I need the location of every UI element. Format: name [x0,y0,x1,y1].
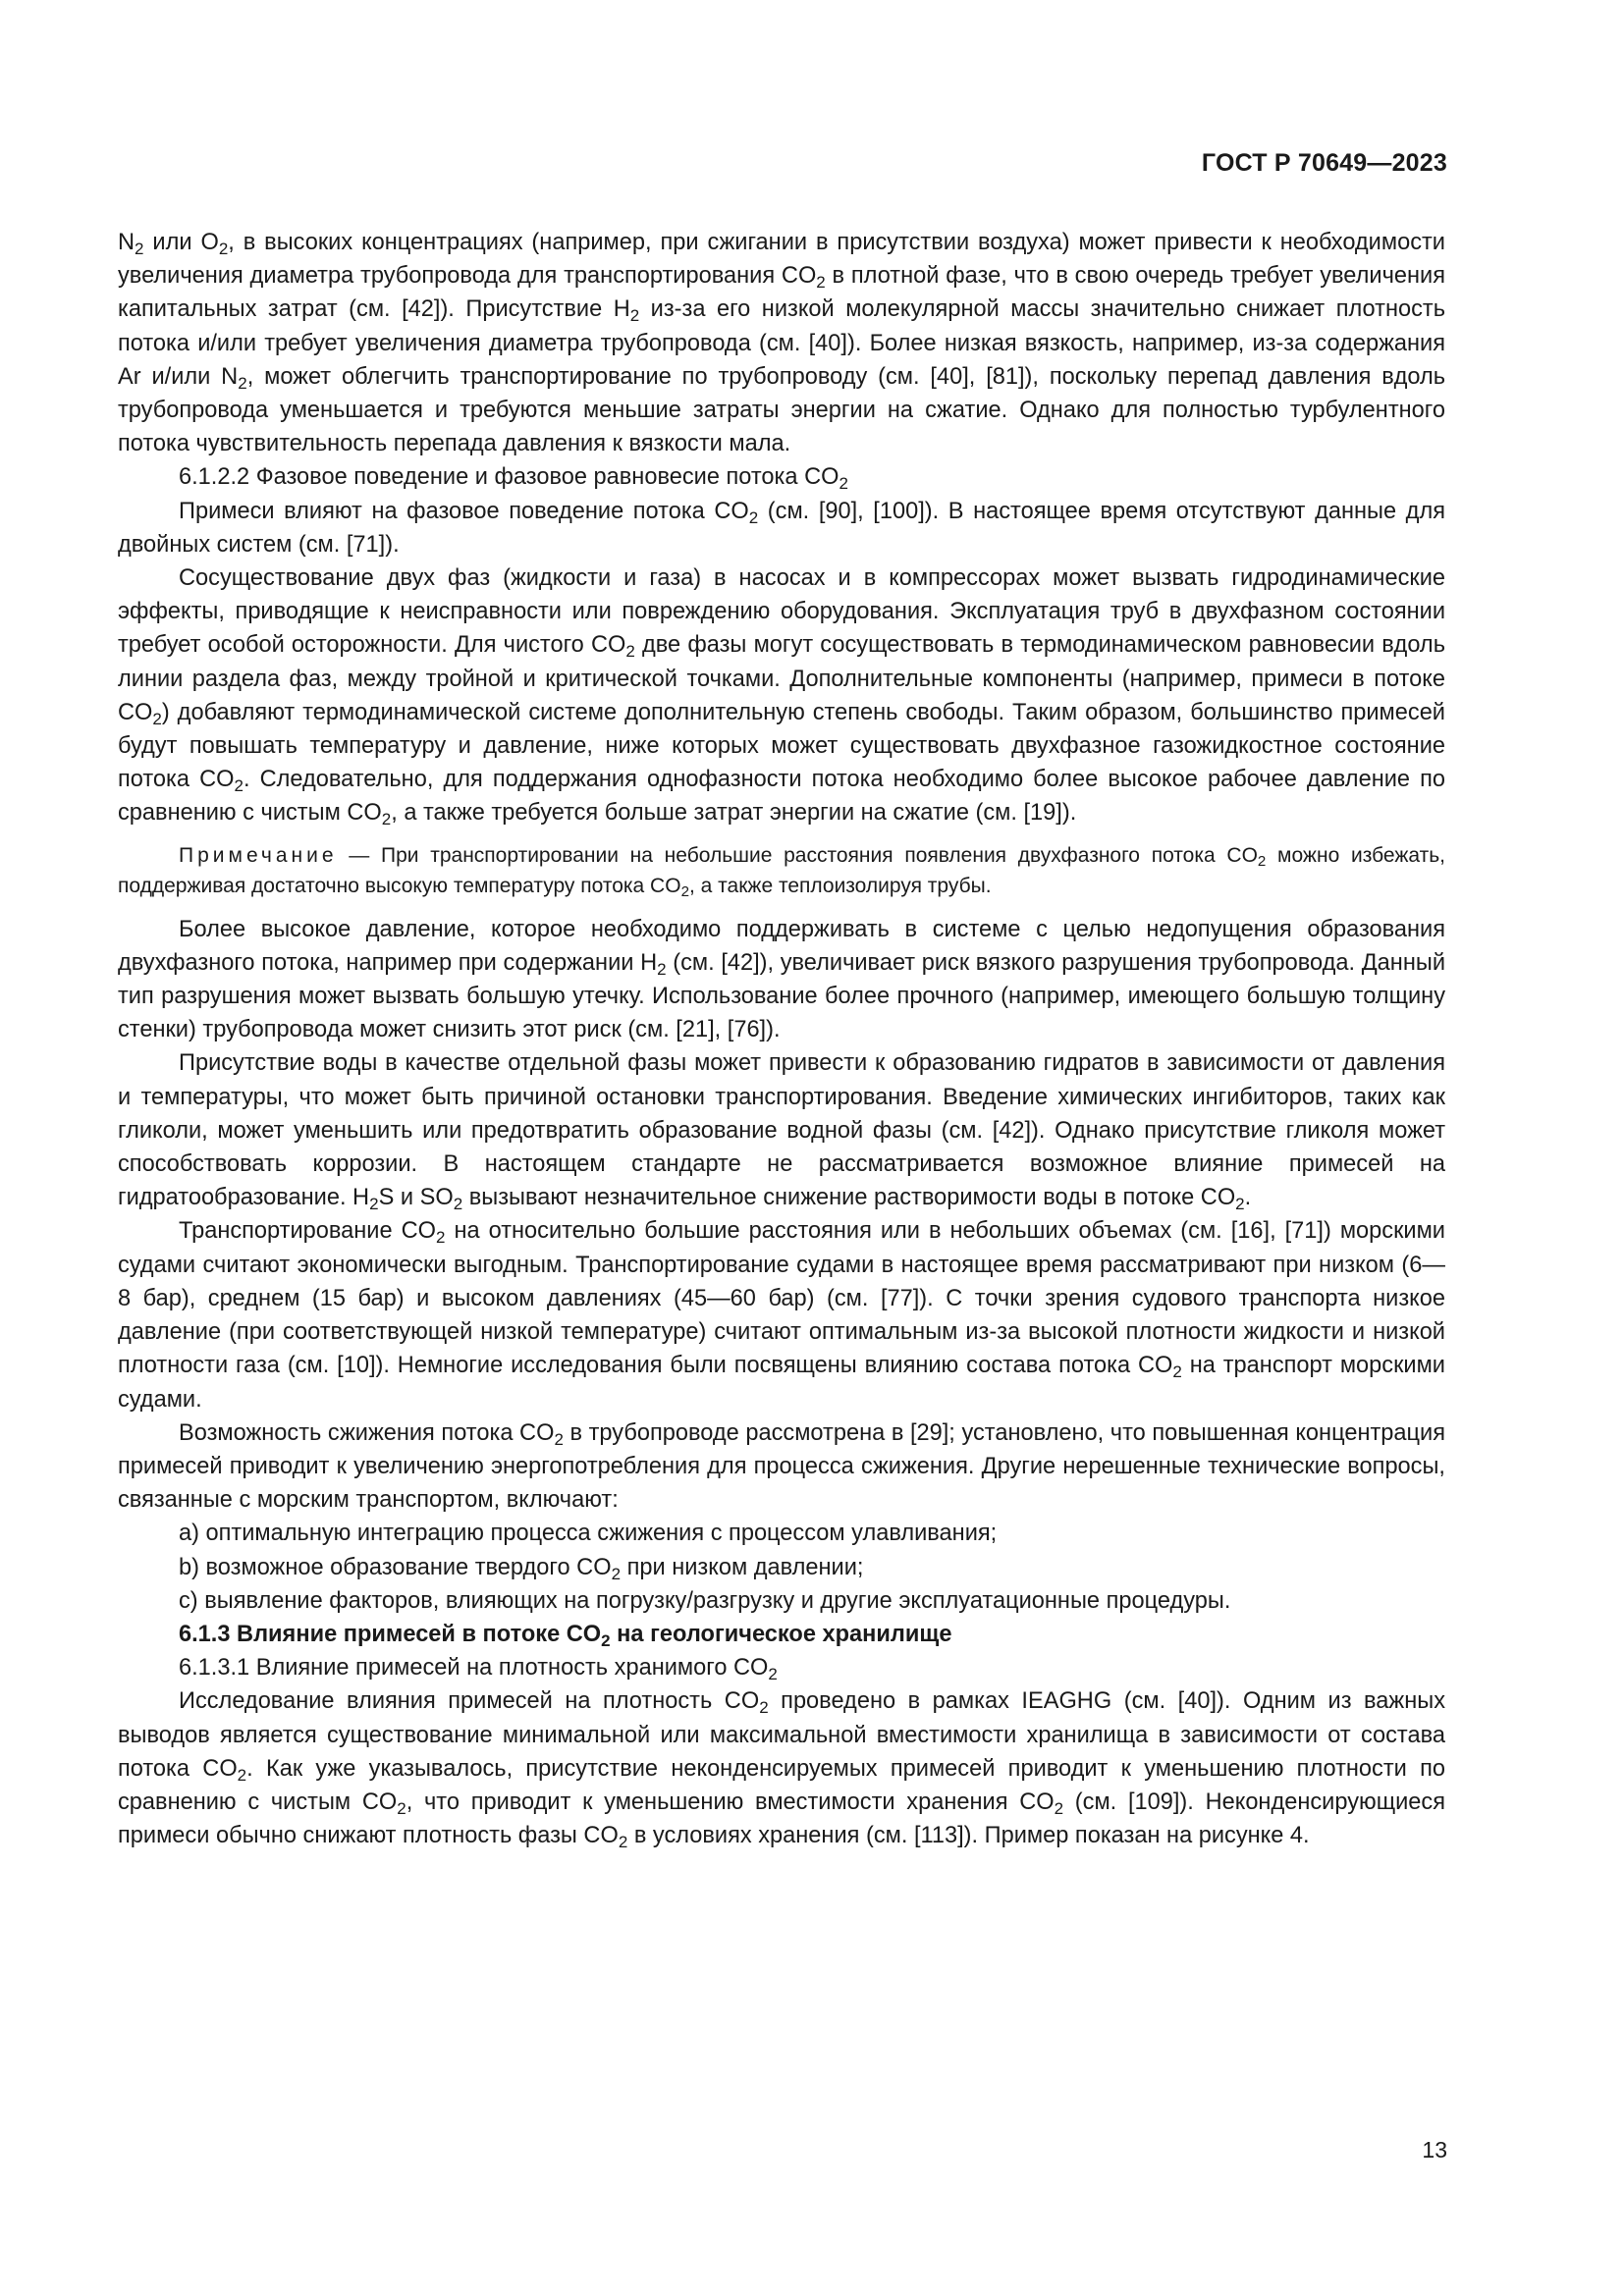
subscript: 2 [237,1765,247,1785]
text-run: (см. [109]). Неконденсирующиеся примеси обычно снижают плотность фазы CO [118,1789,1445,1849]
text-run: , что приводит к уменьшению вместимости хранения CO [406,1789,1055,1815]
paragraph [118,913,1445,1047]
subscript: 2 [381,810,392,829]
paragraph [118,561,1445,830]
text-run: . Как уже указывалось, присутствие неконденсируемых примесей приводит к уменьшению плотности по сравнению с чистым CO [118,1755,1445,1815]
subscript: 2 [436,1228,446,1248]
subscript: 2 [768,1664,778,1683]
note [118,840,1445,901]
subscript: 2 [680,882,689,900]
subscript: 2 [657,959,667,979]
subscript: 2 [759,1698,769,1718]
text-run: , может облегчить транспортирование по трубопроводу (см. [40], [81]), поскольку перепад давления вдоль трубопровода уменьшается и требуются меньшие затраты энергии на сжатие. Однако для полностью турбулентного потока чувствительность перепада давления к вязкости мала. [118,363,1446,457]
text-run: а) оптимальную интеграцию процесса сжижения с процессом улавливания; [179,1521,998,1547]
subsection-heading [118,1651,1445,1684]
subscript: 2 [152,709,162,728]
paragraph [118,495,1445,561]
note-label: Примечание [179,843,338,867]
subscript: 2 [369,1195,379,1214]
text-run: (см. [90], [100]). В настоящее время отсутствуют данные для двойных систем (см. [71]). [118,498,1445,558]
subscript: 2 [397,1798,406,1818]
text-run: — При транспортировании на небольшие расстояния появления двухфазного потока CO [337,843,1258,867]
subscript: 2 [618,1832,628,1851]
text-run: из-за его низкой молекулярной массы значительно снижает плотность потока и/или требует увеличения диаметра трубопровода (см. [40]). Более низкая вязкость, например, из-за содержания Ar и/или N [118,296,1445,390]
text-run: вызывают незначительное снижение растворимости воды в потоке CO [462,1185,1236,1211]
text-run: на транспорт морскими судами. [118,1353,1445,1413]
paragraph [118,1214,1445,1415]
subscript: 2 [1257,852,1267,870]
text-run: Транспортирование CO [179,1218,436,1245]
document-header: ГОСТ Р 70649—2023 [1201,149,1447,177]
text-run: на геологическое хранилище [610,1621,952,1647]
text-run: при низком давлении; [621,1554,864,1580]
subscript: 2 [839,474,848,494]
text-run: две фазы могут сосуществовать в термодинамическом равновесии вдоль линии раздела фаз, между тройной и критической точками. Дополнительные компоненты (например, примеси в потоке CO [118,632,1445,725]
subscript: 2 [238,373,247,393]
subscript: 2 [601,1630,611,1650]
subscript: 2 [218,239,229,258]
subscript: 2 [816,272,826,292]
paragraph [118,1416,1445,1518]
subscript: 2 [1172,1362,1182,1382]
subscript: 2 [453,1195,463,1214]
text-run: 6.1.2.2 Фазовое поведение и фазовое равновесие потока CO [179,464,839,491]
text-run: N [118,230,135,255]
subscript: 2 [554,1429,564,1449]
text-run: . Следовательно, для поддержания однофазности потока необходимо более высокое рабочее давление по сравнению с чистым CO [118,767,1445,827]
document-body [118,226,1445,1852]
paragraph [118,1046,1445,1214]
text-run: с) выявление факторов, влияющих на погрузку/разгрузку и другие эксплуатационные процедуры. [179,1587,1231,1614]
list-item [118,1517,1445,1550]
section-heading [118,1618,1445,1651]
paragraph [118,226,1445,460]
text-run: . [1244,1185,1252,1211]
text-run: b) возможное образование твердого CO [179,1554,612,1580]
text-run: , а также теплоизолируя трубы. [688,874,992,897]
text-run: на относительно большие расстояния или в небольших объемах (см. [16], [71]) морскими судами считают экономически выгодным. Транспортирование судами в настоящее время рассматривают при низком (6—8 бар), среднем (15 бар) и высоком давлениях (45—60 бар) (см. [77]). С точки зрения судового транспорта низкое давление (при соответствующей низкой температуре) считают оптимальным из-за высокой плотности жидкости и низкой плотности газа (см. [10]). Немногие исследования были посвящены влиянию состава потока CO [118,1218,1445,1379]
subscript: 2 [611,1564,622,1583]
text-run: в плотной фазе, что в свою очередь требует увеличения капитальных затрат (см. [42]). Присутствие H [118,263,1445,323]
page-number: 13 [1422,2137,1447,2163]
text-run: Присутствие воды в качестве отдельной фазы может привести к образованию гидратов в зависимости от давления и температуры, что может быть причиной остановки транспортирования. Введение химических ингибиторов, таких как гликоли, может уменьшить или предотвратить образование водной фазы (см. [42]). Однако присутствие гликоля может способствовать коррозии. В настоящем стандарте не рассматривается возможное влияние примесей на гидратообразование. H [118,1050,1445,1211]
list-item [118,1584,1445,1618]
text-run: ) добавляют термодинамической системе дополнительную степень свободы. Таким образом, большинство примесей будут повышать температуру и давление, ниже которых может существовать двухфазное газожидкостное состояние потока CO [118,699,1445,793]
text-run: можно избежать, поддерживая достаточно высокую температуру потока CO [118,843,1445,897]
subscript: 2 [629,306,640,326]
text-run: Примеси влияют на фазовое поведение потока CO [179,498,749,524]
list-item [118,1551,1445,1584]
subscript: 2 [748,507,759,527]
text-run: , а также требуется больше затрат энергии на сжатие (см. [19]). [391,800,1077,827]
text-run: 6.1.3.1 Влияние примесей на плотность хранимого CO [179,1655,769,1682]
text-run: Исследование влияния примесей на плотность CO [179,1688,760,1715]
text-run: 6.1.3 Влияние примесей в потоке CO [179,1621,602,1647]
text-run: (см. [42]), увеличивает риск вязкого разрушения трубопровода. Данный тип разрушения может вызвать большую утечку. Использование более прочного (например, имеющего большую толщину стенки) трубопровода может снизить этот риск (см. [21], [76]). [118,949,1446,1043]
subscript: 2 [1054,1798,1064,1818]
subscript: 2 [625,642,635,662]
text-run: Более высокое давление, которое необходимо поддерживать в системе с целью недопущения образования двухфазного потока, например при содержании H [118,916,1445,976]
subsection-heading [118,460,1445,494]
text-run: в трубопроводе рассмотрена в [29]; установлено, что повышенная концентрация примесей приводит к увеличению энергопотребления для процесса сжижения. Другие нерешенные технические вопросы, связанные с морским транспортом, включают: [118,1419,1446,1514]
paragraph [118,1684,1445,1852]
text-run: проведено в рамках IEAGHG (см. [40]). Одним из важных выводов является существование минимальной или максимальной вместимости хранилища в зависимости от состава потока CO [118,1688,1445,1782]
text-run: или O [143,230,219,255]
text-run: в условиях хранения (см. [113]). Пример показан на рисунке 4. [627,1823,1310,1849]
text-run: Сосуществование двух фаз (жидкости и газа) в насосах и в компрессорах может вызвать гидродинамические эффекты, приводящие к неисправности или повреждению оборудования. Эксплуатация труб в двухфазном состоянии требует особой осторожности. Для чистого CO [118,565,1445,659]
text-run: , в высоких концентрациях (например, при сжигании в присутствии воздуха) может привести к необходимости увеличения диаметра трубопровода для транспортирования CO [118,230,1445,290]
text-run: Возможность сжижения потока CO [179,1419,555,1446]
subscript: 2 [1235,1195,1245,1214]
text-run: S и SO [378,1185,454,1211]
subscript: 2 [234,776,244,795]
subscript: 2 [135,239,144,258]
